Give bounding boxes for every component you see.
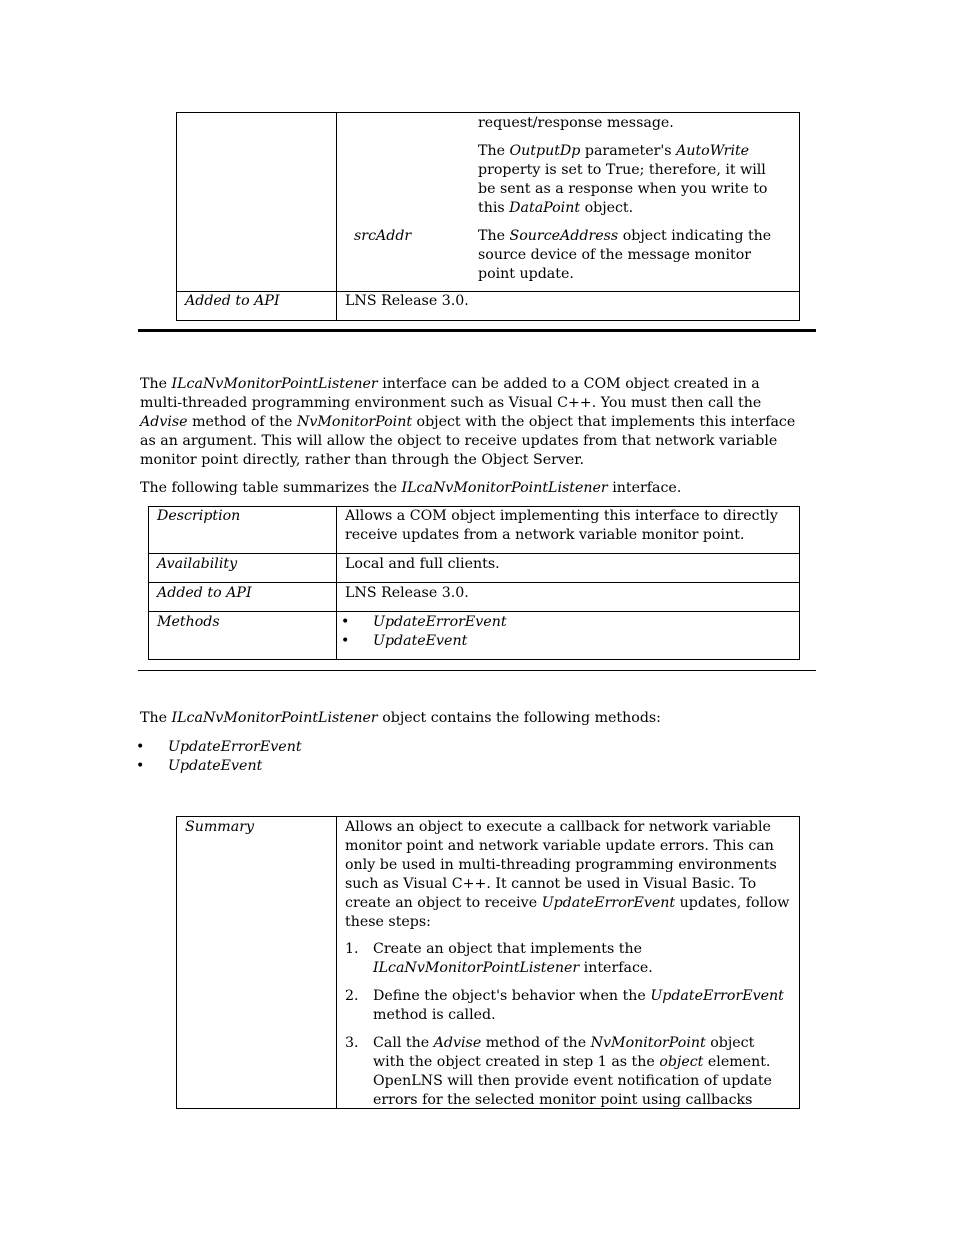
italic-term: Advise [140,414,188,430]
text-line [373,940,653,959]
added-label: Added to API [157,585,252,601]
text-line [478,161,767,180]
italic-term: Advise [433,1035,482,1051]
intro-paragraph [140,375,795,470]
text-run: object. [580,200,634,216]
availability-value: Local and full clients. [345,556,500,572]
text-line [373,987,784,1006]
text-run: Call the [373,1035,434,1051]
method-item: • UpdateEvent [373,632,467,651]
text-run: object contains the following methods: [377,710,661,726]
text-line [373,1053,772,1072]
text-line [345,837,789,856]
text-run: monitor point directly, rather than through the Object Server. [140,452,585,468]
text-run: method is called. [373,1007,496,1023]
methods-intro [140,709,661,728]
text-run: create an object to receive [345,895,542,911]
italic-term: ILcaNvMonitorPointListener [373,960,580,976]
top-added-label: Added to API [185,293,280,309]
italic-term: ILcaNvMonitorPointListener [401,480,608,496]
step-number: 2. [345,988,359,1004]
text-line [478,199,767,218]
text-line [373,959,653,978]
text-line [373,1091,772,1110]
text-run: request/response message. [478,115,674,131]
text-run: with the object created in step 1 as the [373,1054,660,1070]
italic-term: UpdateErrorEvent [650,988,784,1004]
text-line [140,375,795,394]
text-run: monitor point and network variable update errors. This can [345,838,774,854]
text-line [345,894,789,913]
text-run: be sent as a response when you write to [478,181,768,197]
text-run: these steps: [345,914,431,930]
methods-list-item: • UpdateErrorEvent [168,738,302,757]
interface-table-col-divider [336,506,337,660]
text-line [345,875,789,894]
text-run: The [478,228,510,244]
text-run: element. [703,1054,771,1070]
text-line [345,913,789,932]
text-line [478,114,674,133]
text-run: property is set to True; therefore, it will [478,162,766,178]
summary-intro [345,818,789,932]
text-run: only be used in multi-threading programming environments [345,857,777,873]
text-line [140,413,795,432]
step-number: 3. [345,1035,359,1051]
text-run: source device of the message monitor [478,247,752,263]
text-run: interface. [579,960,653,976]
text-run: The [140,376,172,392]
summary-label: Summary [185,819,255,835]
text-run: Create an object that implements the [373,941,643,957]
text-run: multi-threaded programming environment such as Visual C++. You must then call the [140,395,762,411]
text-line [140,479,681,498]
text-run: object indicating the [618,228,772,244]
text-line [373,1034,772,1053]
text-run: as an argument. This will allow the object to receive updates from that network variable [140,433,778,449]
text-run: OpenLNS will then provide event notification of update [373,1073,772,1089]
description-label: Description [157,508,241,524]
summary-sentence [140,479,681,498]
top-row-2-desc [478,142,767,218]
text-line [478,227,771,246]
top-table-col-divider [336,112,337,321]
step-text [373,987,784,1025]
text-line [478,265,771,284]
text-run: such as Visual C++. It cannot be used in Visual Basic. To [345,876,757,892]
text-run: point update. [478,266,574,282]
section-rule-thin [138,670,816,671]
italic-term: ILcaNvMonitorPointListener [171,710,378,726]
text-line [140,709,661,728]
param-srcaddr: srcAddr [354,228,412,244]
text-run: The [140,710,172,726]
interface-row-divider-2 [148,582,800,583]
method-item: • UpdateErrorEvent [373,613,507,632]
text-run: The following table summarizes the [140,480,402,496]
top-row-3-desc [478,227,771,284]
italic-term: NvMonitorPoint [590,1035,706,1051]
methods-list-item: • UpdateEvent [168,757,262,776]
text-run: object [705,1035,755,1051]
section-rule-thick [138,329,816,332]
text-line [478,142,767,161]
added-value: LNS Release 3.0. [345,585,469,601]
italic-term: ILcaNvMonitorPointListener [171,376,378,392]
step-text [373,1034,772,1110]
text-run: this [478,200,510,216]
text-run: The [478,143,510,159]
summary-table-col-divider [336,816,337,1109]
description-line-2: receive updates from a network variable monitor point. [345,527,745,543]
italic-term: AutoWrite [676,143,750,159]
italic-term: NvMonitorPoint [296,414,413,430]
text-line [373,1006,784,1025]
text-run: method of the [481,1035,591,1051]
description-line-1: Allows a COM object implementing this interface to directly [345,508,778,524]
text-line [345,818,789,837]
text-run: method of the [187,414,297,430]
interface-row-divider-1 [148,553,800,554]
interface-row-divider-3 [148,611,800,612]
italic-term: SourceAddress [509,228,619,244]
methods-label: Methods [157,614,220,630]
text-run: interface can be added to a COM object created in a [377,376,760,392]
text-run: Allows an object to execute a callback for network variable [345,819,771,835]
step-text [373,940,653,978]
italic-term: UpdateErrorEvent [541,895,676,911]
italic-term: DataPoint [509,200,581,216]
text-run: interface. [607,480,682,496]
text-run: object with the object that implements this interface [412,414,796,430]
text-line [478,180,767,199]
text-line [478,246,771,265]
italic-term: object [659,1054,704,1070]
text-line [140,394,795,413]
italic-term: OutputDp [509,143,581,159]
text-line [140,432,795,451]
text-run: errors for the selected monitor point using callbacks [373,1092,753,1108]
text-run: updates, follow [675,895,790,911]
step-number: 1. [345,941,359,957]
text-line [373,1072,772,1091]
top-row-1-desc [478,114,674,133]
text-line [345,856,789,875]
availability-label: Availability [157,556,238,572]
top-added-value: LNS Release 3.0. [345,293,469,309]
text-run: parameter's [580,143,677,159]
text-run: Define the object's behavior when the [373,988,651,1004]
text-line [140,451,795,470]
